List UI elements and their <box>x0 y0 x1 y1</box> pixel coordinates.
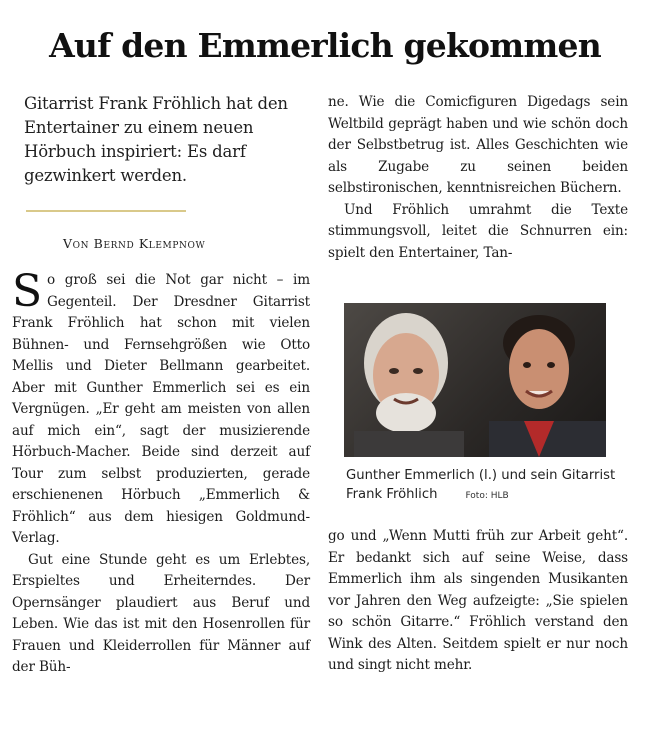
column-2-top <box>328 92 628 264</box>
paragraph-3: ne. Wie die Comicfiguren Digedags sein Weltbild geprägt haben und wie schön doch der Selbstbetrug ist. Alles Geschichten wie als Zugabe zu seinen beiden selbstironischen, kenntnisreichen Büchern. <box>328 94 628 196</box>
drop-cap: S <box>12 266 42 317</box>
photo-illustration <box>344 303 606 457</box>
deck-divider <box>26 210 186 212</box>
paragraph-1 <box>12 266 310 550</box>
headline: Auf den Emmerlich gekommen <box>49 26 601 65</box>
paragraph-5: go und „Wenn Mutti früh zur Arbeit geht“. Er bedankt sich auf seine Weise, dass Emmerlich ihm als singenden Musikanten vor Jahren den Weg aufzeigte: „Sie spielen so schön Gitarre.“ Fröhlich verstand den Wink des Alten. Seitdem spielt er nur noch und singt nicht mehr. <box>328 528 628 673</box>
caption-text: Gunther Emmerlich (l.) und sein Gitarrist Frank Fröhlich <box>346 468 616 502</box>
photo-caption <box>346 466 616 506</box>
paragraph-1-text: o groß sei die Not gar nicht – im Gegenteil. Der Dresdner Gitarrist Frank Fröhlich hat schon mit vielen Bühnen- und Fernsehgrößen wie Otto Mellis und Dieter Bellmann gearbeitet. Aber mit Gunther Emmerlich sei es ein Vergnügen. „Er geht am meisten von allen auf mich ein“, sagt der musizierende Hörbuch-Macher. Beide sind derzeit auf Tour zum selbst produzierten, gerade erschienenen Hörbuch „Emmerlich & Fröhlich“ aus dem hiesigen Goldmund-Verlag. <box>12 272 310 546</box>
deck: Gitarrist Frank Fröhlich hat den Entertainer zu einem neuen Hörbuch inspiriert: Es darf gezwinkert werden. <box>24 94 288 185</box>
column-1 <box>12 266 310 679</box>
byline-text: Von Bernd Klempnow <box>63 236 206 251</box>
byline <box>63 236 205 251</box>
paragraph-4: Und Fröhlich umrahmt die Texte stimmungsvoll, leitet die Schnurren ein: spielt den Entertainer, Tan- <box>328 201 628 261</box>
paragraph-2: Gut eine Stunde geht es um Erlebtes, Erspieltes und Erheiterndes. Der Opernsänger plaudiert aus Beruf und Leben. Wie das ist mit den Hosenrollen für Frauen und Kleiderrollen für Männer auf der Büh- <box>12 551 310 675</box>
photo-credit: Foto: HLB <box>465 491 509 501</box>
photo <box>344 303 606 457</box>
column-2-bottom <box>328 526 628 677</box>
